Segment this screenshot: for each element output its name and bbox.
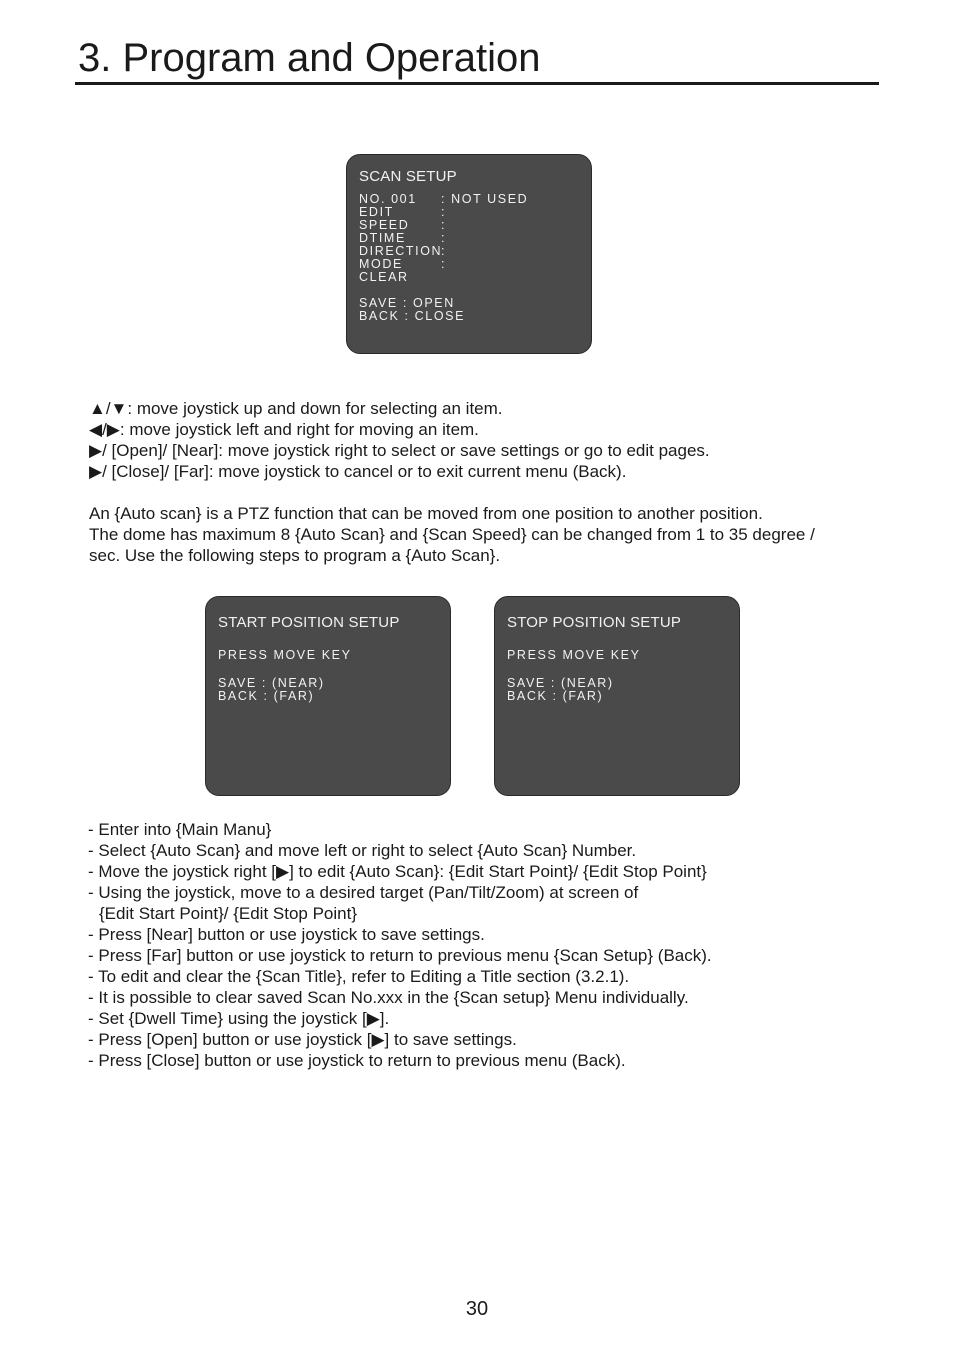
start-position-prompt: PRESS MOVE KEY — [218, 648, 352, 662]
key-help-line: ▶/ [Open]/ [Near]: move joystick right to select or save settings or go to edit pages. — [89, 441, 710, 460]
key-help-line: ◀/▶: move joystick left and right for moving an item. — [89, 420, 479, 439]
intro-line: An {Auto scan} is a PTZ function that can be moved from one position to another position. — [89, 504, 763, 523]
title-rule — [75, 82, 879, 85]
start-position-save: SAVE : (NEAR) — [218, 676, 325, 690]
step-item: - To edit and clear the {Scan Title}, refer to Editing a Title section (3.2.1). — [88, 967, 630, 986]
key-help-line: ▶/ [Close]/ [Far]: move joystick to cancel or to exit current menu (Back). — [89, 462, 627, 481]
start-position-title: START POSITION SETUP — [218, 614, 400, 631]
step-item: - Enter into {Main Manu} — [88, 820, 272, 839]
intro-paragraph — [89, 503, 815, 566]
scan-setup-row-mode: MODE : — [359, 257, 447, 271]
page-title: 3. Program and Operation — [78, 36, 541, 80]
scan-setup-back: BACK : CLOSE — [359, 309, 466, 323]
start-position-osd — [205, 596, 451, 796]
scan-setup-title: SCAN SETUP — [359, 168, 457, 185]
key-help-line: ▲/▼: move joystick up and down for selecting an item. — [89, 399, 503, 418]
step-item: - Press [Far] button or use joystick to return to previous menu {Scan Setup} (Back). — [88, 946, 712, 965]
step-item: - Press [Open] button or use joystick [▶] to save settings. — [88, 1030, 517, 1049]
scan-setup-row-speed: SPEED : — [359, 218, 447, 232]
step-item: - Using the joystick, move to a desired target (Pan/Tilt/Zoom) at screen of — [88, 883, 639, 902]
steps-list — [88, 819, 712, 1071]
step-item: {Edit Start Point}/ {Edit Stop Point} — [99, 904, 358, 923]
step-item: - Select {Auto Scan} and move left or right to select {Auto Scan} Number. — [88, 841, 637, 860]
scan-setup-row-clear: CLEAR — [359, 270, 409, 284]
step-item: - It is possible to clear saved Scan No.xxx in the {Scan setup} Menu individually. — [88, 988, 689, 1007]
start-position-back: BACK : (FAR) — [218, 689, 315, 703]
scan-setup-save: SAVE : OPEN — [359, 296, 455, 310]
step-item: - Move the joystick right [▶] to edit {Auto Scan}: {Edit Start Point}/ {Edit Stop Point} — [88, 862, 707, 881]
stop-position-prompt: PRESS MOVE KEY — [507, 648, 641, 662]
scan-setup-row-number: NO. 001 : NOT USED — [359, 192, 529, 206]
scan-setup-row-dtime: DTIME : — [359, 231, 447, 245]
step-item: - Set {Dwell Time} using the joystick [▶]. — [88, 1009, 390, 1028]
stop-position-save: SAVE : (NEAR) — [507, 676, 614, 690]
key-help — [89, 398, 710, 482]
scan-setup-row-edit: EDIT : — [359, 205, 447, 219]
intro-line: The dome has maximum 8 {Auto Scan} and {Scan Speed} can be changed from 1 to 35 degree / — [89, 525, 815, 544]
scan-setup-row-direction: DIRECTION : — [359, 244, 447, 258]
step-item: - Press [Near] button or use joystick to save settings. — [88, 925, 485, 944]
page-number: 30 — [465, 1298, 489, 1320]
step-item: - Press [Close] button or use joystick to return to previous menu (Back). — [88, 1051, 626, 1070]
intro-line: sec. Use the following steps to program a {Auto Scan}. — [89, 546, 501, 565]
stop-position-osd — [494, 596, 740, 796]
scan-setup-osd — [346, 154, 592, 354]
stop-position-back: BACK : (FAR) — [507, 689, 604, 703]
stop-position-title: STOP POSITION SETUP — [507, 614, 682, 631]
